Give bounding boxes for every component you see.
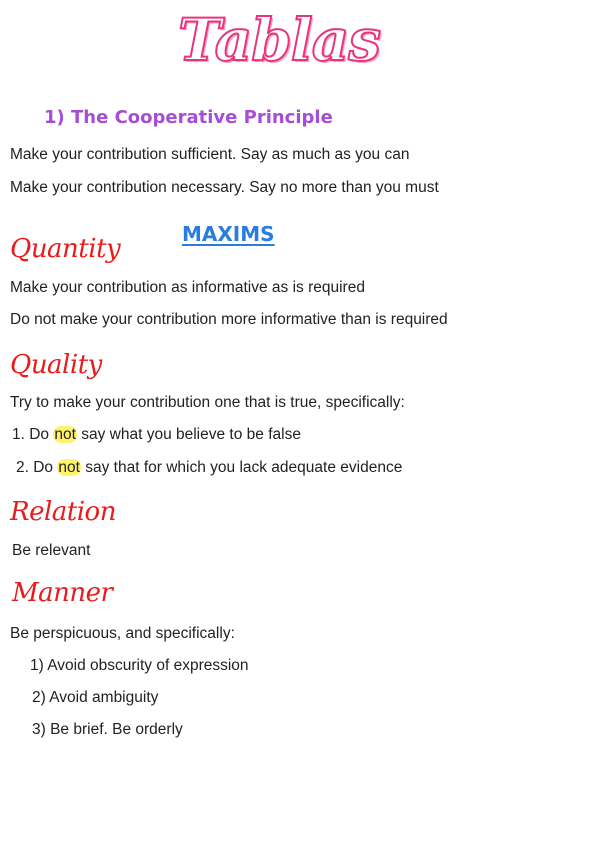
quality-heading: Quality bbox=[10, 350, 102, 380]
section-heading: 1) The Cooperative Principle bbox=[44, 107, 333, 128]
page-title: Tablas bbox=[178, 6, 381, 74]
relation-heading: Relation bbox=[10, 497, 116, 527]
maxims-label: MAXIMS bbox=[182, 222, 275, 246]
quality-intro: Try to make your contribution one that is true, specifically: bbox=[10, 394, 405, 411]
cooperative-line-1: Make your contribution sufficient. Say as much as you can bbox=[10, 146, 410, 163]
highlight-not-1: not bbox=[54, 426, 76, 443]
cooperative-line-2: Make your contribution necessary. Say no more than you must bbox=[10, 179, 439, 196]
manner-item-3: 3) Be brief. Be orderly bbox=[32, 721, 183, 738]
quantity-line-2: Do not make your contribution more informative than is required bbox=[10, 311, 448, 328]
quality-item-1-after: say what you believe to be false bbox=[76, 426, 301, 443]
relation-line: Be relevant bbox=[12, 542, 91, 559]
highlight-not-2: not bbox=[58, 459, 80, 476]
quality-item-2-before: 2. Do bbox=[16, 459, 58, 476]
manner-item-1: 1) Avoid obscurity of expression bbox=[30, 657, 249, 674]
quantity-line-1: Make your contribution as informative as is required bbox=[10, 279, 365, 296]
quality-item-2-after: say that for which you lack adequate evidence bbox=[80, 459, 403, 476]
quality-item-2 bbox=[16, 459, 402, 477]
manner-intro: Be perspicuous, and specifically: bbox=[10, 625, 235, 642]
quality-item-1-before: 1. Do bbox=[12, 426, 54, 443]
manner-item-2: 2) Avoid ambiguity bbox=[32, 689, 159, 706]
quantity-heading: Quantity bbox=[10, 234, 121, 264]
quality-item-1 bbox=[12, 426, 301, 444]
manner-heading: Manner bbox=[12, 578, 113, 608]
